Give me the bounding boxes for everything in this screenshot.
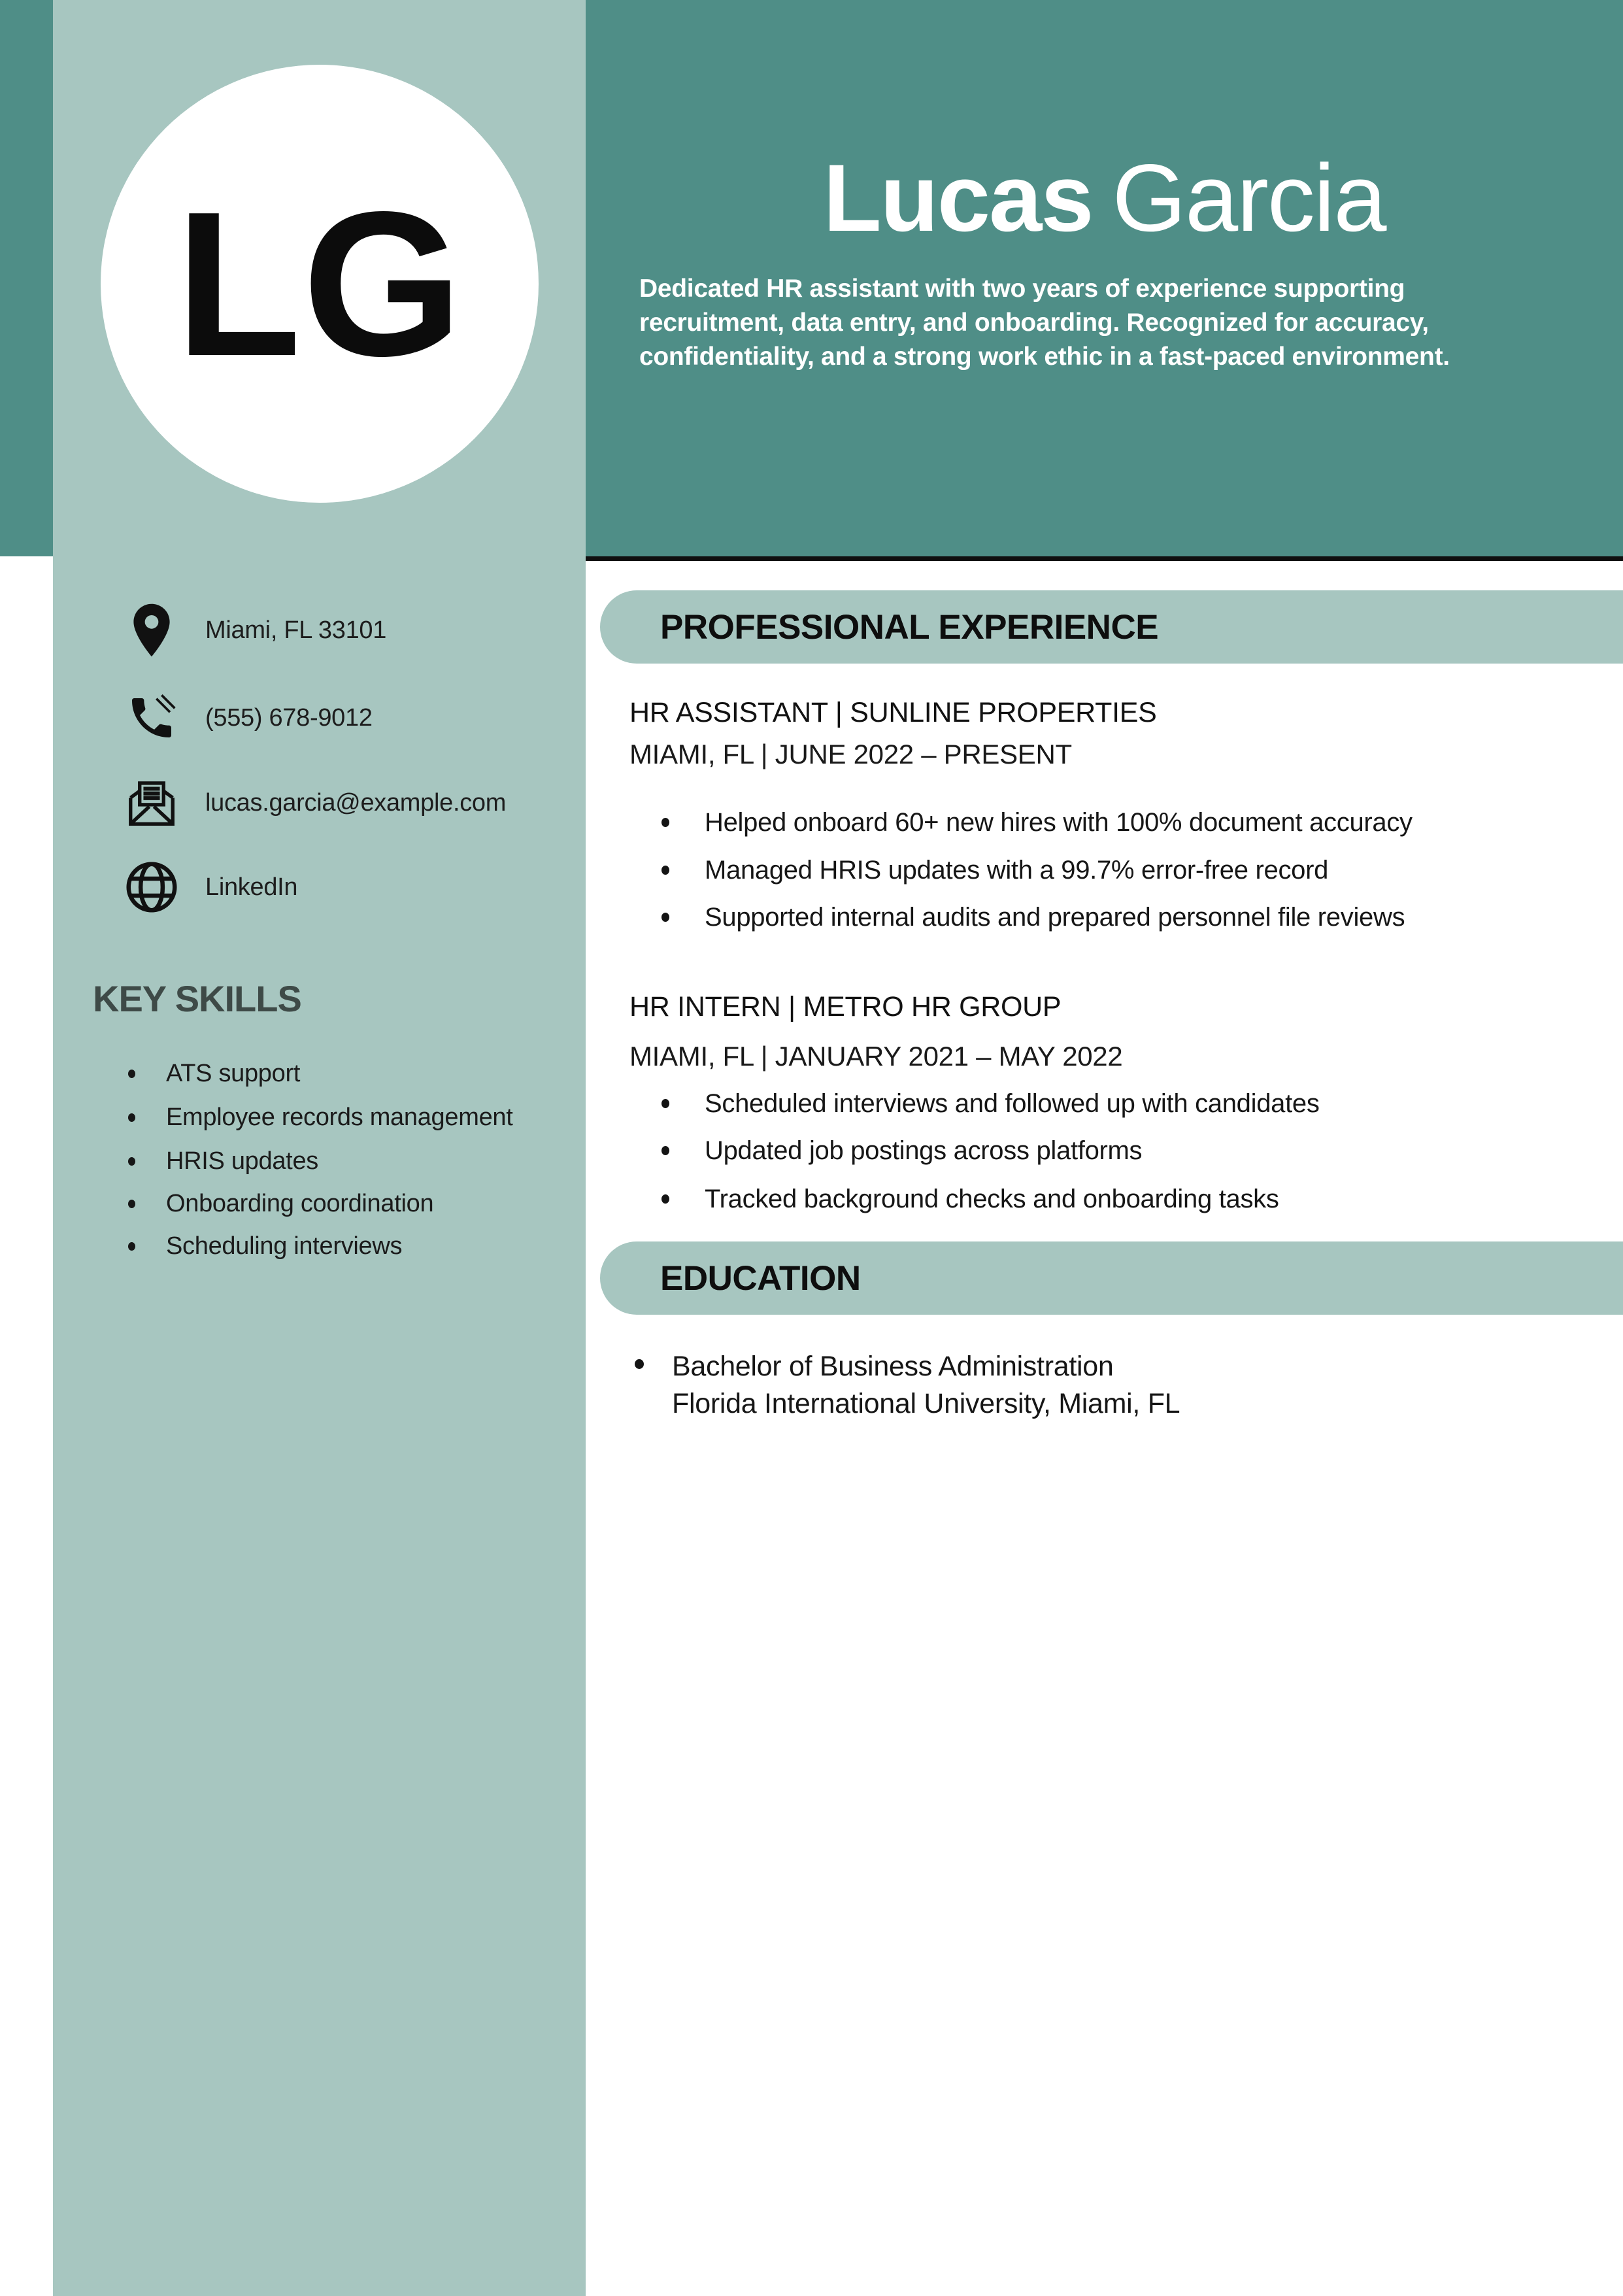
skill-label: Employee records management bbox=[166, 1103, 513, 1131]
last-name: Garcia bbox=[1112, 144, 1386, 251]
contact-row-linkedin bbox=[122, 851, 297, 923]
job-bullet-text: Tracked background checks and onboarding tasks bbox=[705, 1184, 1279, 1213]
education-section-title: EDUCATION bbox=[660, 1258, 861, 1298]
avatar bbox=[101, 65, 539, 503]
job-bullet bbox=[661, 901, 1405, 934]
key-skills-heading: KEY SKILLS bbox=[93, 978, 301, 1019]
location-pin-icon bbox=[122, 599, 182, 662]
skill-item bbox=[128, 1230, 402, 1262]
job-bullet bbox=[661, 1087, 1320, 1120]
header-divider-line bbox=[586, 556, 1623, 561]
job-title: HR INTERN | METRO HR GROUP bbox=[629, 991, 1062, 1022]
experience-section-title: PROFESSIONAL EXPERIENCE bbox=[660, 607, 1159, 647]
job-bullet bbox=[661, 854, 1328, 886]
bullet-dot bbox=[128, 1200, 135, 1208]
job-meta: MIAMI, FL | JANUARY 2021 – MAY 2022 bbox=[629, 1041, 1123, 1072]
first-name: Lucas bbox=[823, 144, 1093, 251]
job-bullet bbox=[661, 1134, 1142, 1167]
contact-location: Miami, FL 33101 bbox=[205, 616, 387, 644]
contact-row-phone bbox=[122, 682, 373, 754]
skill-label: HRIS updates bbox=[166, 1147, 318, 1175]
contact-row-location bbox=[122, 594, 386, 666]
skill-item bbox=[128, 1102, 513, 1133]
job-bullet bbox=[661, 1183, 1279, 1215]
skill-item bbox=[128, 1188, 433, 1219]
contact-email: lucas.garcia@example.com bbox=[205, 788, 507, 817]
bullet-dot bbox=[635, 1359, 644, 1369]
email-icon bbox=[122, 775, 182, 831]
avatar-initials: LG bbox=[175, 168, 464, 399]
job-meta: MIAMI, FL | JUNE 2022 – PRESENT bbox=[629, 739, 1072, 769]
education-item bbox=[635, 1348, 1180, 1423]
education-section-band bbox=[600, 1241, 1623, 1315]
bullet-dot bbox=[661, 866, 669, 875]
job-bullet-text: Scheduled interviews and followed up with candidates bbox=[705, 1089, 1320, 1118]
job-bullet bbox=[661, 806, 1413, 839]
job-title: HR ASSISTANT | SUNLINE PROPERTIES bbox=[629, 697, 1157, 728]
skill-item bbox=[128, 1145, 318, 1177]
skill-label: Onboarding coordination bbox=[166, 1189, 434, 1217]
job-bullet-text: Managed HRIS updates with a 99.7% error-free record bbox=[705, 855, 1329, 885]
contact-row-email bbox=[122, 767, 506, 839]
education-school: Florida International University, Miami, FL bbox=[672, 1388, 1180, 1419]
job-bullet-text: Supported internal audits and prepared personnel file reviews bbox=[705, 902, 1405, 932]
left-edge-stripe bbox=[0, 0, 53, 556]
contact-linkedin-link[interactable]: LinkedIn bbox=[205, 873, 298, 901]
bullet-dot bbox=[661, 913, 669, 922]
skill-item bbox=[128, 1058, 300, 1089]
bullet-dot bbox=[128, 1157, 135, 1166]
contact-phone: (555) 678-9012 bbox=[205, 703, 373, 732]
skill-label: ATS support bbox=[166, 1059, 301, 1087]
bullet-dot bbox=[661, 1099, 669, 1108]
bullet-dot bbox=[128, 1242, 135, 1251]
bullet-dot bbox=[661, 818, 669, 827]
education-text bbox=[672, 1348, 1180, 1423]
bullet-dot bbox=[661, 1146, 669, 1155]
skill-label: Scheduling interviews bbox=[166, 1232, 403, 1260]
bullet-dot bbox=[128, 1070, 135, 1078]
job-bullet-text: Helped onboard 60+ new hires with 100% document accuracy bbox=[705, 807, 1413, 837]
phone-icon bbox=[122, 692, 182, 744]
page-title bbox=[586, 144, 1623, 251]
bullet-dot bbox=[128, 1113, 135, 1122]
education-degree: Bachelor of Business Administration bbox=[672, 1351, 1114, 1382]
bullet-dot bbox=[661, 1194, 669, 1204]
profile-summary: Dedicated HR assistant with two years of experience supporting recruitment, data entry, and onboarding. Recognized for accuracy, confidentiality, and a strong work ethic in a fast-paced environment. bbox=[639, 275, 1450, 371]
experience-section-band bbox=[600, 590, 1623, 664]
job-bullet-text: Updated job postings across platforms bbox=[705, 1136, 1143, 1165]
globe-icon bbox=[122, 857, 182, 917]
